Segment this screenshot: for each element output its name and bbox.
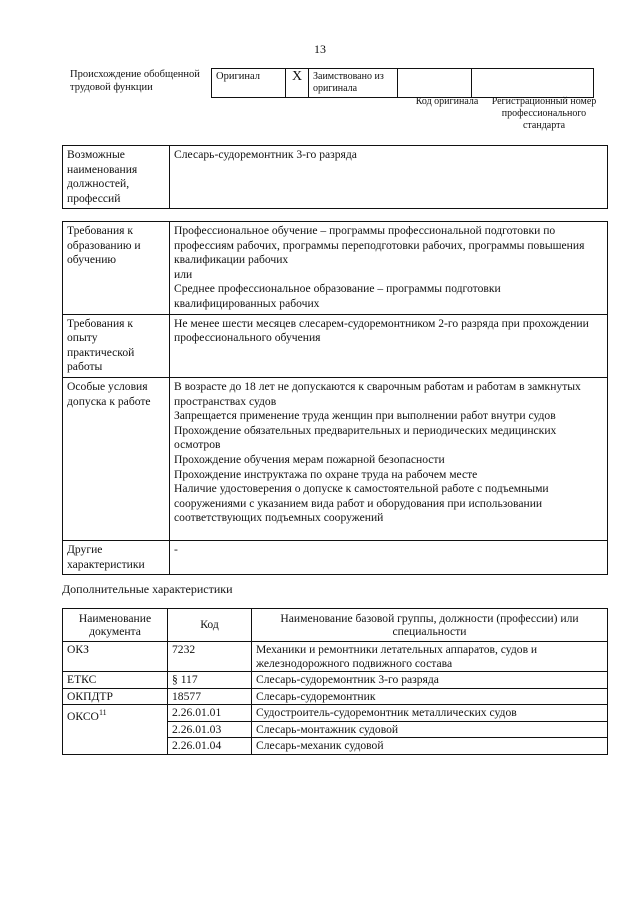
- header-code: Код: [168, 609, 252, 642]
- table-row: [63, 672, 608, 689]
- other-value: -: [170, 540, 608, 574]
- special-line: В возрасте до 18 лет не допускаются к сварочным работам и работам в замкнутых пространствах судов: [174, 379, 581, 408]
- row-doc: ЕТКС: [63, 672, 168, 689]
- education-value: [170, 222, 608, 315]
- positions-value: Слесарь-судоремонтник 3-го разряда: [170, 146, 608, 209]
- table-row: [63, 642, 608, 672]
- code-original-cell: [398, 69, 472, 98]
- additional-title: Дополнительные характеристики: [62, 582, 233, 596]
- other-label: Другие характеристики: [63, 540, 170, 574]
- row-code: § 117: [168, 672, 252, 689]
- special-line: Прохождение инструктажа по охране труда на рабочем месте: [174, 467, 478, 481]
- borrowed-label-cell: [309, 69, 398, 98]
- row-code: 7232: [168, 642, 252, 672]
- row-doc: ОКПДТР: [63, 688, 168, 705]
- borrowed-label: Заимствовано из оригинала: [313, 71, 384, 94]
- reg-number-caption: Регистрационный номер профессионального стандарта: [491, 96, 597, 131]
- row-name: Слесарь-монтажник судовой: [252, 721, 608, 738]
- row-code: 2.26.01.01: [168, 705, 252, 722]
- special-line: Прохождение обучения мерам пожарной безопасности: [174, 452, 445, 466]
- row-doc-text: ОКСО: [67, 709, 99, 723]
- additional-table: [62, 608, 608, 755]
- row-code: 2.26.01.04: [168, 738, 252, 755]
- row-code: 2.26.01.03: [168, 721, 252, 738]
- original-label: Оригинал: [216, 71, 260, 82]
- special-line: Прохождение обязательных предварительных и периодических медицинских осмотров: [174, 423, 557, 452]
- header-name: Наименование базовой группы, должности (профессии) или специальности: [252, 609, 608, 642]
- origin-table: [211, 68, 594, 98]
- row-name: Слесарь-механик судовой: [252, 738, 608, 755]
- positions-label: Возможные наименования должностей, профессий: [63, 146, 170, 209]
- special-value: [170, 377, 608, 540]
- special-label: Особые условия допуска к работе: [63, 377, 170, 540]
- code-original-caption: Код оригинала: [415, 96, 479, 107]
- row-doc-footnote: 11: [98, 708, 107, 717]
- experience-value: [170, 314, 608, 377]
- education-line: или: [174, 267, 193, 281]
- education-line: Среднее профессиональное образование – программы подготовки квалифицированных рабочих: [174, 282, 501, 310]
- original-mark-cell: [286, 69, 309, 98]
- education-label: Требования к образованию и обучению: [63, 222, 170, 315]
- row-doc: ОКЗ: [63, 642, 168, 672]
- original-label-cell: [212, 69, 286, 98]
- row-name: Механики и ремонтники летательных аппаратов, судов и железнодорожного подвижного состава: [252, 642, 608, 672]
- experience-line: Не менее шести месяцев слесарем-судоремонтником 2-го разряда при прохождении профессионального обучения: [174, 316, 589, 345]
- row-name: Судостроитель-судоремонтник металлических судов: [252, 705, 608, 722]
- page-number: 13: [314, 42, 326, 56]
- table-row: [63, 705, 608, 722]
- header-doc: Наименование документа: [63, 609, 168, 642]
- original-mark: X: [291, 69, 303, 84]
- row-doc: [63, 705, 168, 755]
- education-line: Профессиональное обучение – программы профессиональной подготовки по профессиям рабочих, программы переподготовки рабочих, программы повышения квалификации рабочих: [174, 224, 585, 267]
- special-line: Запрещается применение труда женщин при выполнении работ внутри судов: [174, 409, 556, 423]
- origin-label: Происхождение обобщенной трудовой функции: [70, 69, 200, 93]
- positions-table: [62, 145, 608, 209]
- experience-label: Требования к опыту практической работы: [63, 314, 170, 377]
- row-code: 18577: [168, 688, 252, 705]
- reg-number-cell: [472, 69, 594, 98]
- special-line: Наличие удостоверения о допуске к самостоятельной работе с подъемными сооружениями с указанием вида работ и оборудования при использовании соответствующих подъемных сооружений: [174, 482, 549, 525]
- requirements-table: [62, 221, 608, 575]
- row-name: Слесарь-судоремонтник: [252, 688, 608, 705]
- table-row: [63, 688, 608, 705]
- row-name: Слесарь-судоремонтник 3-го разряда: [252, 672, 608, 689]
